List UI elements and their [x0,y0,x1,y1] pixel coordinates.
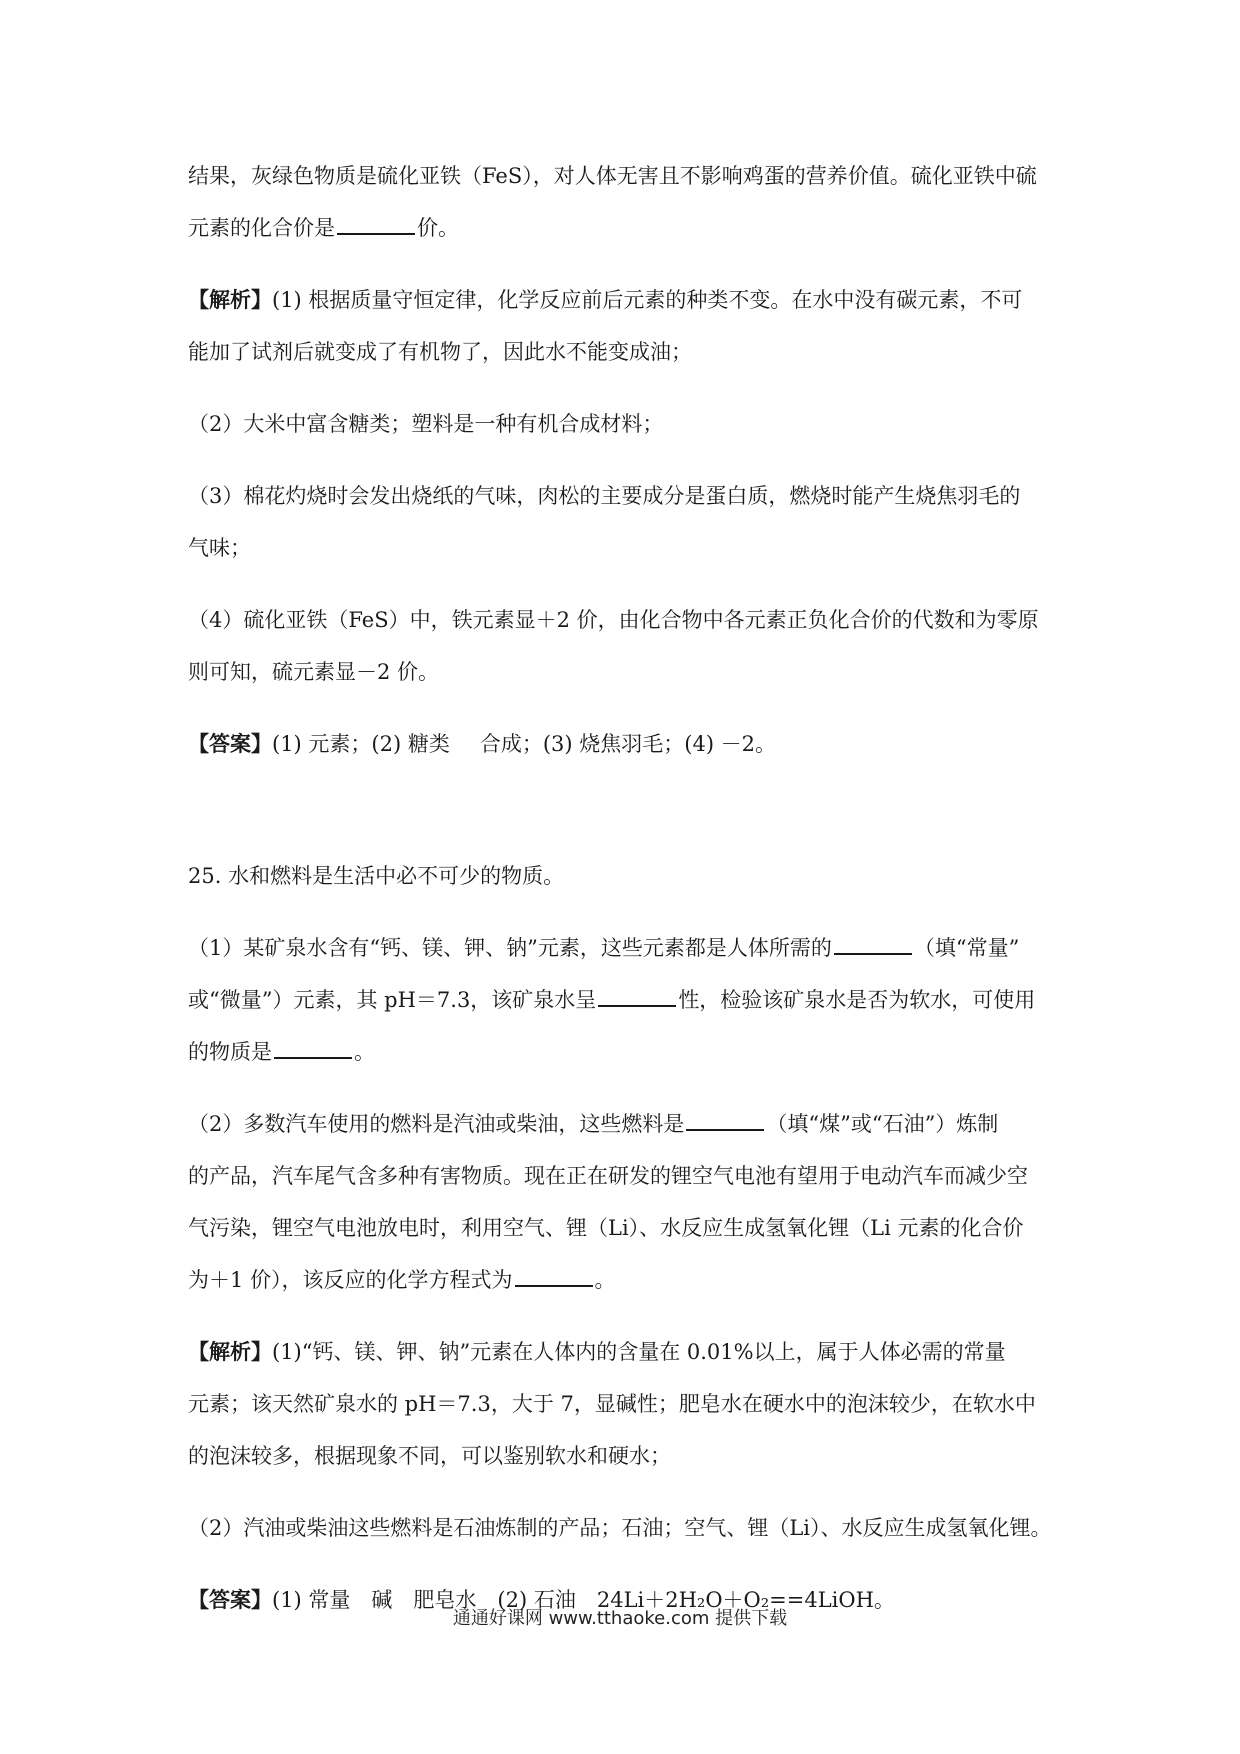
answer-tag: 【答案】 [188,1587,272,1612]
q24-analysis-p4: （4）硫化亚铁（FeS）中，铁元素显＋2 价，由化合物中各元素正负化合价的代数和为零原 则可知，硫元素显－2 价。 [188,608,1039,684]
page-footer: 通通好课网 www.tthaoke.com 提供下载 [452,1608,788,1629]
q24-tail [188,150,1068,254]
q25-part1: （1）某矿泉水含有“钙、镁、钾、钠”元素，这些元素都是人体所需的 （填“常量” 或“微量”）元素，其 pH＝7.3，该矿泉水呈 性，检验该矿泉水是否为软水，可使用 的物质是 。 [188,936,1036,1064]
q25-title: 25. 水和燃料是生活中必不可少的物质。 [188,864,565,888]
q24-analysis-p1: 【解析】(1) 根据质量守恒定律，化学反应前后元素的种类不变。在水中没有碳元素，不可 能加了试剂后就变成了有机物了，因此水不能变成油； [188,287,1023,364]
q25-answer: 【答案】(1) 常量 碱 肥皂水 (2) 石油 24Li＋2H₂O＋O₂==4LiOH。 [188,1587,895,1612]
q25-analysis-p1: 【解析】(1)“钙、镁、钾、钠”元素在人体内的含量在 0.01%以上，属于人体必需的常量 元素；该天然矿泉水的 pH＝7.3，大于 7，显碱性；肥皂水在硬水中的泡沫较少，在软水中 的泡沫较多，根据现象不同，可以鉴别软水和硬水； [188,1339,1036,1468]
q24-answer: 【答案】(1) 元素；(2) 糖类 合成；(3) 烧焦羽毛；(4) －2。 [188,731,777,756]
analysis-tag: 【解析】 [188,1339,272,1364]
answer-blank [686,1128,764,1131]
q25-part2: （2）多数汽车使用的燃料是汽油或柴油，这些燃料是 （填“煤”或“石油”）炼制 的产品，汽车尾气含多种有害物质。现在正在研发的锂空气电池有望用于电动汽车而减少空 气污染，锂空气电池放电时，利用空气、锂（Li）、水反应生成氢氧化锂（Li 元素的化合价 为＋1 价），该反应的化学方程式为 。 [188,1112,1028,1292]
q24-tail-line1: 结果，灰绿色物质是硫化亚铁（FeS），对人体无害且不影响鸡蛋的营养价值。硫化亚铁中硫 [188,164,1037,188]
q24-analysis-p3: （3）棉花灼烧时会发出烧纸的气味，肉松的主要成分是蛋白质，燃烧时能产生烧焦羽毛的 气味； [188,484,1021,560]
answer-tag: 【答案】 [188,731,272,756]
q25-analysis-p2: （2）汽油或柴油这些燃料是石油炼制的产品；石油；空气、锂（Li）、水反应生成氢氧化锂。 [188,1516,1052,1540]
document-page [188,150,1068,1646]
q24-tail-line2: 元素的化合价是 价。 [188,216,459,240]
answer-blank [274,1056,352,1059]
answer-blank [337,232,415,235]
answer-blank [515,1284,593,1287]
answer-blank [598,1004,676,1007]
analysis-tag: 【解析】 [188,287,272,312]
q24-analysis-p2: （2）大米中富含糖类；塑料是一种有机合成材料； [188,412,664,436]
answer-blank [834,952,912,955]
